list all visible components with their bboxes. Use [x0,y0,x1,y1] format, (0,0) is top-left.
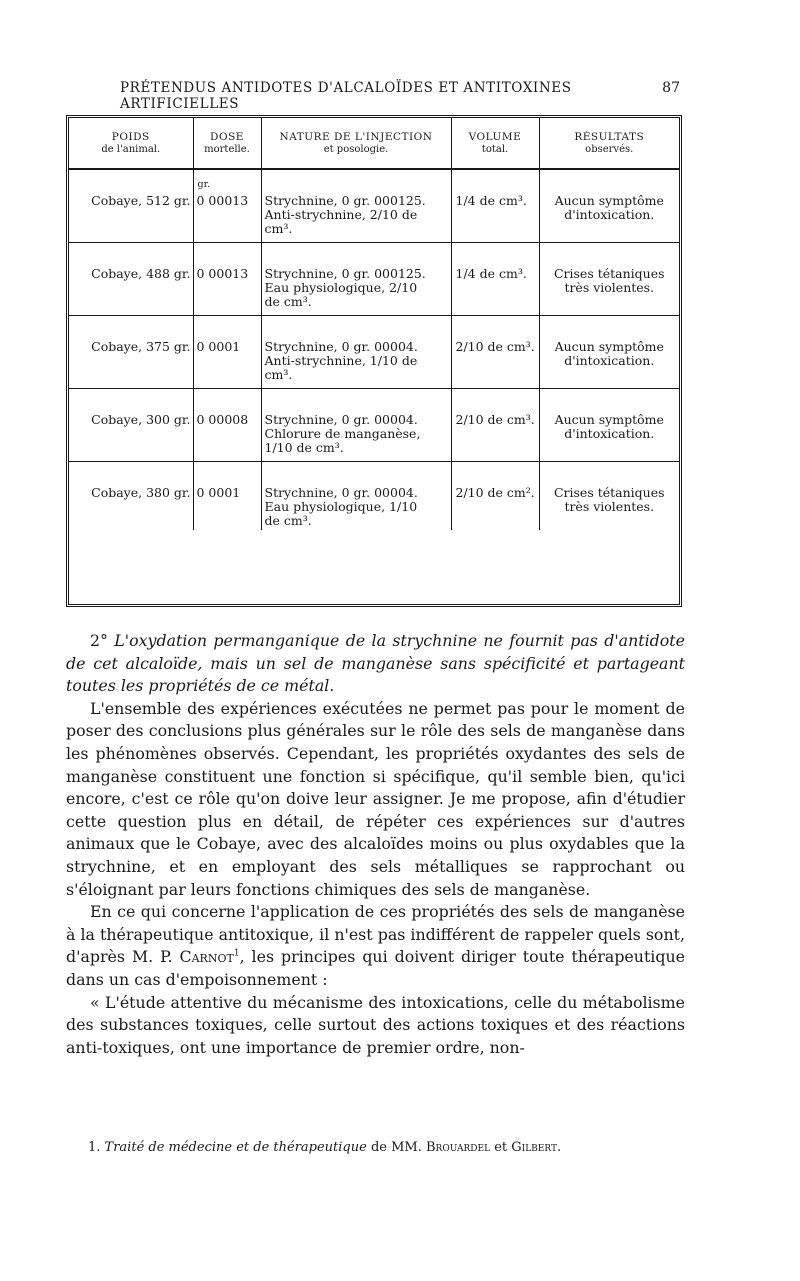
cell-nature: Strychnine, 0 gr. 00004. Anti-strychnine, 1/10 de cm³. [261,315,451,388]
cell-dose: 0 0001 [193,315,261,388]
cell-volume: 2/10 de cm³. [451,315,539,388]
col-header-resultats: RÉSULTATS observés. [539,118,679,169]
cell-poids: Cobaye, 488 gr. [69,242,193,315]
cell-resultat: Aucun symptôme d'intoxication. [539,315,679,388]
table-header-row [69,118,679,169]
table-row [69,242,679,315]
footnote-ref[interactable]: 1 [233,949,240,960]
paragraph: En ce qui concerne l'application de ces propriétés des sels de manganèse à la thérapeutique antitoxique, il n'est pas indifférent de rappeler quels sont, d'après M. P. Carnot$^1$, les principes qui doivent diriger toute thérapeutique dans un cas d'empoisonnement : [66,902,685,989]
table-row [69,388,679,461]
cell-resultat: Aucun symptôme d'intoxication. [539,388,679,461]
table-row [69,461,679,530]
cell-volume: 1/4 de cm³. [451,169,539,242]
cell-resultat: Crises tétaniques très violentes. [539,242,679,315]
running-header [120,80,680,112]
cell-nature: Strychnine, 0 gr. 00004. Eau physiologique, 1/10 de cm³. [261,461,451,530]
paragraph: « L'étude attentive du mécanisme des intoxications, celle du métabolisme des substances toxiques, celle surtout des actions toxiques et des réactions anti-toxiques, ont une importance de premier ordre, non- [66,992,685,1057]
cell-nature: Strychnine, 0 gr. 000125. Anti-strychnine, 2/10 de cm³. [261,169,451,242]
cell-poids: Cobaye, 300 gr. [69,388,193,461]
body-text [66,630,685,1059]
cell-poids: Cobaye, 380 gr. [91,484,191,500]
cell-resultat: Aucun symptôme d'intoxication. [539,169,679,242]
cell-poids: Cobaye, 375 gr. [69,315,193,388]
cell-nature: Strychnine, 0 gr. 000125. Eau physiologique, 2/10 de cm³. [261,242,451,315]
paragraph-conclusion: 2° L'oxydation permanganique de la strychnine ne fournit pas d'antidote de cet alcaloïde, mais un sel de manganèse sans spécificité et partageant toutes les propriétés de ce métal. [66,631,685,696]
page-number: 87 [662,80,680,96]
cell-dose: 0 0001 [193,461,261,530]
table-row [69,169,679,242]
cell-dose: 0 00008 [193,388,261,461]
cell-volume: 2/10 de cm². [451,461,539,530]
col-header-poids: POIDS de l'animal. [69,118,193,169]
col-header-dose: DOSE mortelle. [193,118,261,169]
paragraph: L'ensemble des expériences exécutées ne permet pas pour le moment de poser des conclusions plus générales sur le rôle des sels de manganèse dans les phénomènes observés. Cependant, les propriétés oxydantes des sels de manganèse constituent une fonction si spécifique, qu'il semble bien, qu'ici encore, c'est ce rôle qu'on doive leur assigner. Je me propose, afin d'étudier cette question plus en détail, de répéter ces expériences sur d'autres animaux que le Cobaye, avec des alcaloïdes moins ou plus oxydables que la strychnine, et en employant des sels métalliques se rapprochant ou s'éloignant par leurs fonctions chimiques des sels de manganèse. [66,698,685,899]
col-header-volume: VOLUME total. [451,118,539,169]
unit-label: gr. [197,179,211,190]
cell-resultat: Crises tétaniques très violentes. [539,461,679,530]
cell-volume: 1/4 de cm³. [451,242,539,315]
col-header-nature: NATURE DE L'INJECTION et posologie. [261,118,451,169]
cell-dose: gr. 0 00013 [193,169,261,242]
table-row [69,315,679,388]
footnote: 1. Traité de médecine et de thérapeutique de MM. Brouardel et Gilbert. [88,1140,562,1155]
header-title: PRÉTENDUS ANTIDOTES D'ALCALOÏDES ET ANTITOXINES ARTIFICIELLES [120,80,572,112]
cell-poids: Cobaye, 512 gr. [69,169,193,242]
cell-dose: 0 00013 [193,242,261,315]
results-table [66,115,682,607]
author-name: Carnot [179,947,234,967]
cell-volume: 2/10 de cm³. [451,388,539,461]
cell-nature: Strychnine, 0 gr. 00004. Chlorure de manganèse, 1/10 de cm³. [261,388,451,461]
